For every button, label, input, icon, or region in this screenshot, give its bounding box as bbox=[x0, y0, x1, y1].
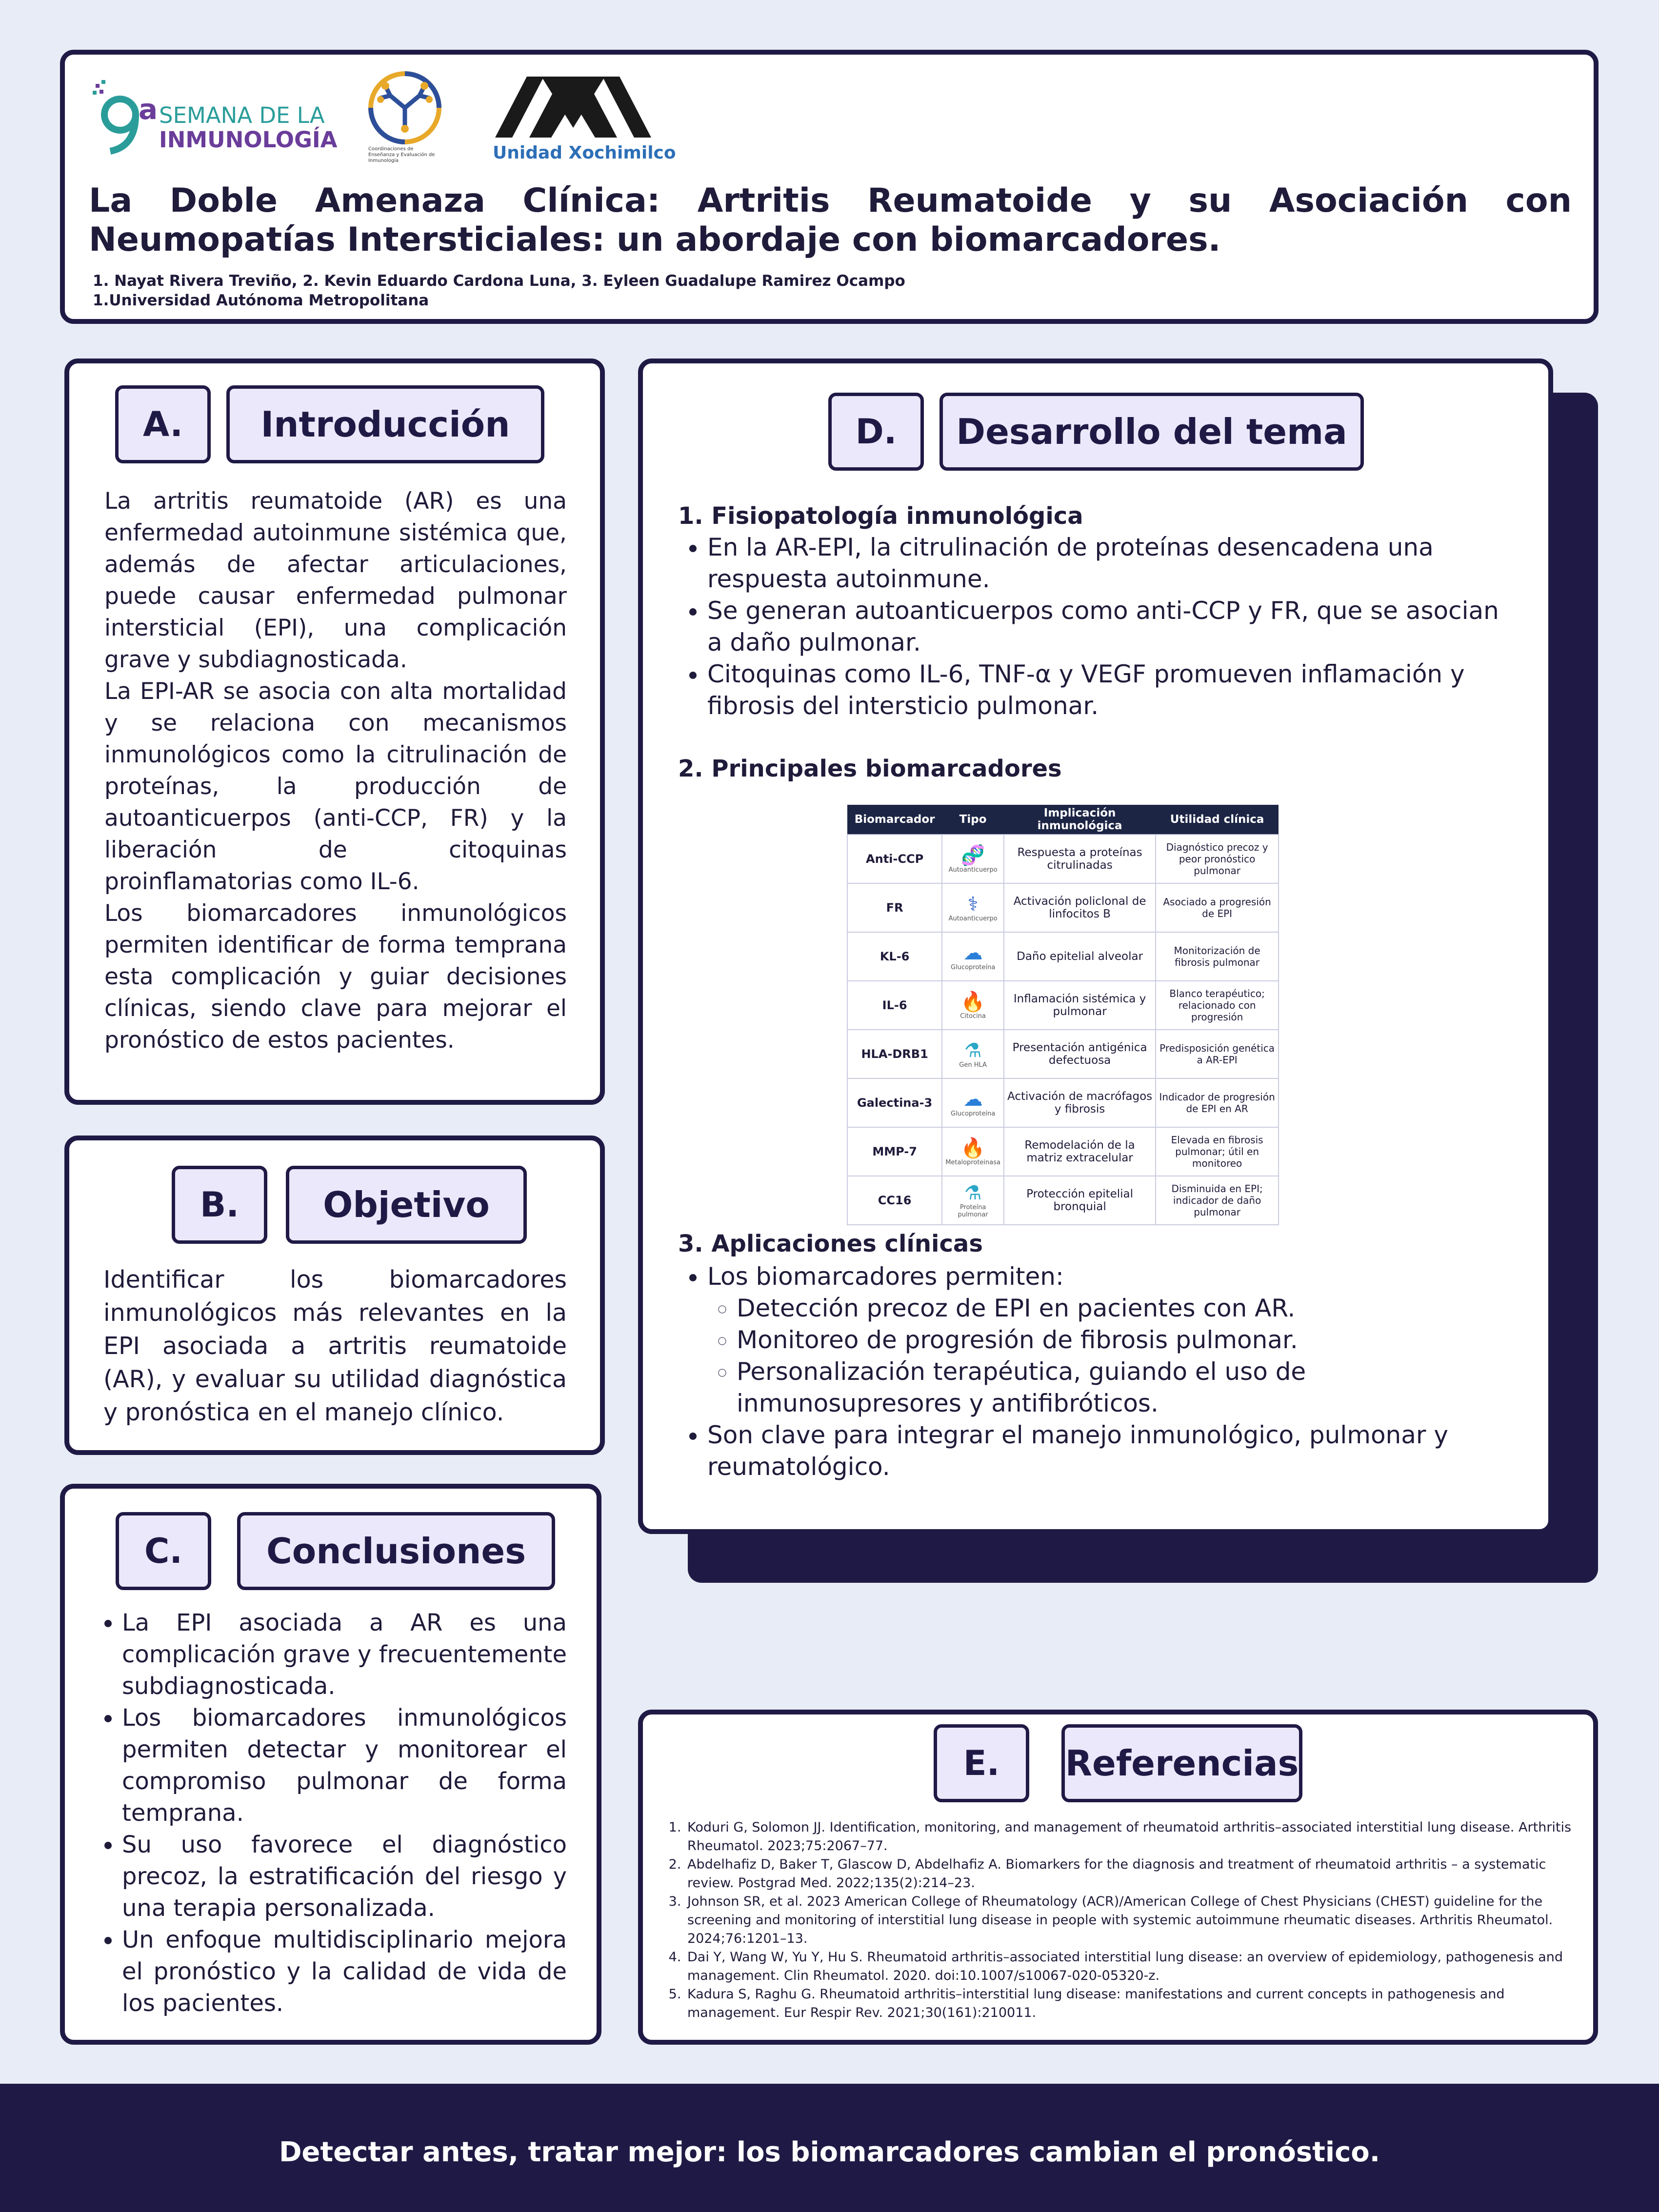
biomarker-utility-cell: Predisposición genética a AR-EPI bbox=[1156, 1030, 1279, 1078]
biomarker-name-cell: CC16 bbox=[847, 1176, 942, 1225]
development-letter-box: D. bbox=[828, 393, 924, 471]
biomarker-type-cell bbox=[942, 1030, 1004, 1078]
poster-title: La Doble Amenaza Clínica: Artritis Reumatoide y su Asociación con Neumopatías Intersticiales: un abordaje con biomarcadores. bbox=[89, 181, 1572, 259]
table-row bbox=[847, 1078, 1279, 1127]
biomarker-type-cell bbox=[942, 932, 1004, 981]
table-header-cell: Biomarcador bbox=[847, 805, 942, 835]
reference-item: 5. Kadura S, Raghu G. Rheumatoid arthritis–interstitial lung disease: manifestations and current concepts in pathogenesis and management. Eur Respir Rev. 2021;30(161):210011. bbox=[685, 1985, 1593, 2022]
cloud-icon: ☁ bbox=[963, 941, 983, 964]
table-row bbox=[847, 1176, 1279, 1225]
biomarker-utility-cell: Blanco terapéutico; relacionado con progresión bbox=[1156, 981, 1279, 1030]
references-title-box: Referencias bbox=[1061, 1724, 1302, 1802]
biomarker-type-label: Glucoproteína bbox=[951, 1110, 996, 1117]
biomarker-name-cell: HLA-DRB1 bbox=[847, 1030, 942, 1078]
section-heading-biomarcadores: 2. Principales biomarcadores bbox=[678, 755, 1062, 782]
biomarker-name-cell: IL-6 bbox=[847, 981, 942, 1030]
biomarker-implication-cell: Inflamación sistémica y pulmonar bbox=[1004, 981, 1156, 1030]
table-row bbox=[847, 981, 1279, 1030]
conclusions-letter-box: C. bbox=[116, 1512, 211, 1590]
dna-icon: 🧬 bbox=[960, 844, 985, 867]
aplicacion-subitem: ◦ Detección precoz de EPI en pacientes con AR. bbox=[737, 1293, 1527, 1324]
biomarker-utility-cell: Diagnóstico precoz y peor pronóstico pulmonar bbox=[1156, 835, 1279, 883]
references-letter-box: E. bbox=[934, 1724, 1029, 1802]
biomarker-utility-cell: Elevada en fibrosis pulmonar; útil en monitoreo bbox=[1156, 1127, 1279, 1176]
biomarker-type-cell bbox=[942, 1127, 1004, 1176]
coordinaciones-logo-icon bbox=[361, 71, 449, 144]
table-header-cell: Utilidad clínica bbox=[1156, 805, 1279, 835]
intro-paragraph: La EPI-AR se asocia con alta mortalidad y se relaciona con mecanismos inmunológicos como la citrulinación de proteínas, la producción de autoanticuerpos (anti-CCP, FR) y la liberación de citoquinas proinflamatorias como IL-6. bbox=[104, 678, 567, 895]
biomarker-utility-cell: Monitorización de fibrosis pulmonar bbox=[1156, 932, 1279, 981]
biomarker-type-cell bbox=[942, 1078, 1004, 1127]
biomarkers-table-header bbox=[847, 805, 1279, 835]
coordinaciones-logo bbox=[361, 71, 449, 163]
semana-logo-sup: a bbox=[139, 93, 158, 126]
aplicaciones-list-block bbox=[678, 1261, 1527, 1483]
biomarker-implication-cell: Activación policlonal de linfocitos B bbox=[1004, 883, 1156, 932]
cloud-icon: ☁ bbox=[963, 1088, 983, 1111]
biomarker-name-cell: Anti-CCP bbox=[847, 835, 942, 883]
conclusion-item: • Un enfoque multidisciplinario mejora el pronóstico y la calidad de vida de los pacientes. bbox=[122, 1924, 567, 2019]
aplicaciones-sublist bbox=[707, 1293, 1527, 1419]
biomarker-implication-cell: Activación de macrófagos y fibrosis bbox=[1004, 1078, 1156, 1127]
biomarker-utility-cell: Indicador de progresión de EPI en AR bbox=[1156, 1078, 1279, 1127]
aplicacion-subitem: ◦ Personalización terapéutica, guiando el uso de inmunosupresores y antifibróticos. bbox=[737, 1356, 1527, 1419]
reference-item: 2. Abdelhafiz D, Baker T, Glascow D, Abdelhafiz A. Biomarkers for the diagnosis and treatment of rheumatoid arthritis – a systematic review. Postgrad Med. 2022;135(2):214–23. bbox=[685, 1855, 1593, 1893]
reference-item: 3. Johnson SR, et al. 2023 American College of Rheumatology (ACR)/American College of Chest Physicians (CHEST) guideline for the screening and monitoring of interstitial lung disease in people with systemic autoimmune rheumatic diseases. Arthritis Rheumatol. 2024;76:1201–13. bbox=[685, 1893, 1593, 1948]
semana-logo-line1: SEMANA DE LA bbox=[159, 102, 325, 128]
reference-item: 1. Koduri G, Solomon JJ. Identification, monitoring, and management of rheumatoid arthritis–associated interstitial lung disease. Arthritis Rheumatol. 2023;75:2067–77. bbox=[685, 1818, 1593, 1855]
biomarker-utility-cell: Asociado a progresión de EPI bbox=[1156, 883, 1279, 932]
flame-icon: 🔥 bbox=[960, 1136, 985, 1159]
biomarker-name-cell: Galectina-3 bbox=[847, 1078, 942, 1127]
intro-paragraph: Los biomarcadores inmunológicos permiten identificar de forma temprana esta complicación y guiar decisiones clínicas, siendo clave para mejorar el pronóstico de estos pacientes. bbox=[104, 900, 567, 1054]
affiliation-line: 1.Universidad Autónoma Metropolitana bbox=[93, 292, 429, 309]
table-row bbox=[847, 1030, 1279, 1078]
biomarker-type-cell bbox=[942, 1176, 1004, 1225]
references-list bbox=[671, 1818, 1593, 2022]
biomarker-type-label: Proteína pulmonar bbox=[958, 1204, 988, 1218]
biomarker-type-label: Autoanticuerpo bbox=[948, 915, 998, 922]
biomarker-type-label: Citocina bbox=[960, 1012, 986, 1020]
table-header-cell: Implicación inmunológica bbox=[1004, 805, 1156, 835]
flask-icon: ⚗ bbox=[964, 1039, 982, 1062]
fisiopatologia-list-block bbox=[678, 532, 1517, 722]
antibody-icon: ⚕ bbox=[967, 893, 979, 916]
authors-line: 1. Nayat Rivera Treviño, 2. Kevin Eduardo Cardona Luna, 3. Eyleen Guadalupe Ramirez Ocampo bbox=[93, 272, 905, 290]
fisiopatologia-list bbox=[678, 532, 1517, 722]
conclusion-item: • Su uso favorece el diagnóstico precoz, la estratificación del riesgo y una terapia personalizada. bbox=[122, 1829, 567, 1924]
flame-icon: 🔥 bbox=[960, 990, 985, 1013]
coordinaciones-logo-caption: Coordinaciones de Enseñanza y Evaluación de Inmunología bbox=[368, 146, 435, 163]
intro-paragraph: La artritis reumatoide (AR) es una enfermedad autoinmune sistémica que, además de afectar articulaciones, puede causar enfermedad pulmonar intersticial (EPI), una complicación grave y subdiagnosticada. bbox=[104, 488, 567, 673]
flask-icon: ⚗ bbox=[964, 1182, 982, 1204]
biomarker-type-cell bbox=[942, 883, 1004, 932]
biomarker-implication-cell: Presentación antigénica defectuosa bbox=[1004, 1030, 1156, 1078]
authors-block bbox=[93, 271, 905, 310]
biomarker-type-label: Metaloproteinasa bbox=[945, 1158, 1000, 1166]
table-row bbox=[847, 883, 1279, 932]
biomarkers-table-body bbox=[847, 835, 1279, 1225]
uam-logo-caption: Unidad Xochimilco bbox=[493, 143, 676, 163]
biomarker-implication-cell: Protección epitelial bronquial bbox=[1004, 1176, 1156, 1225]
fisiopatologia-item: • En la AR-EPI, la citrulinación de proteínas desencadena una respuesta autoinmune. bbox=[707, 532, 1517, 595]
conclusions-title-box: Conclusiones bbox=[237, 1512, 555, 1590]
biomarker-type-label: Glucoproteína bbox=[951, 963, 996, 971]
biomarker-type-label: Gen HLA bbox=[959, 1061, 987, 1069]
list-item: • Son clave para integrar el manejo inmunológico, pulmonar y reumatológico. bbox=[707, 1419, 1527, 1483]
conclusion-item: • Los biomarcadores inmunológicos permiten detectar y monitorear el compromiso pulmonar de forma temprana. bbox=[122, 1702, 567, 1829]
development-title-box: Desarrollo del tema bbox=[939, 393, 1364, 471]
biomarker-type-label: Autoanticuerpo bbox=[948, 866, 998, 874]
uam-logo-icon bbox=[493, 74, 654, 140]
biomarker-implication-cell: Respuesta a proteínas citrulinadas bbox=[1004, 835, 1156, 883]
biomarker-type-cell bbox=[942, 981, 1004, 1030]
reference-item: 4. Dai Y, Wang W, Yu Y, Hu S. Rheumatoid arthritis–associated interstitial lung disease: an overview of epidemiology, pathogenesis and management. Clin Rheumatol. 2020. doi:10.1007/s10067-020-05320-z. bbox=[685, 1948, 1593, 1985]
objective-letter-box: B. bbox=[172, 1166, 267, 1244]
aplicaciones-list bbox=[678, 1261, 1527, 1483]
table-row bbox=[847, 835, 1279, 883]
biomarker-implication-cell: Remodelación de la matriz extracelular bbox=[1004, 1127, 1156, 1176]
uam-logo bbox=[493, 74, 676, 167]
section-heading-aplicaciones: 3. Aplicaciones clínicas bbox=[678, 1230, 983, 1257]
semana-logo-line2: INMUNOLOGÍA bbox=[159, 127, 338, 153]
biomarker-implication-cell: Daño epitelial alveolar bbox=[1004, 932, 1156, 981]
list-item bbox=[707, 1261, 1527, 1419]
footer-text: Detectar antes, tratar mejor: los biomarcadores cambian el pronóstico. bbox=[279, 2136, 1380, 2168]
semana-inmunologia-logo bbox=[91, 78, 338, 161]
biomarker-name-cell: KL-6 bbox=[847, 932, 942, 981]
table-row bbox=[847, 932, 1279, 981]
biomarker-name-cell: FR bbox=[847, 883, 942, 932]
biomarker-name-cell: MMP-7 bbox=[847, 1127, 942, 1176]
biomarker-type-cell bbox=[942, 835, 1004, 883]
conclusions-body bbox=[102, 1607, 567, 2019]
aplicaciones-lead: Los biomarcadores permiten: bbox=[707, 1262, 1064, 1291]
objective-title-box: Objetivo bbox=[286, 1166, 527, 1244]
table-row bbox=[847, 1127, 1279, 1176]
conclusion-item: • La EPI asociada a AR es una complicación grave y frecuentemente subdiagnosticada. bbox=[122, 1607, 567, 1702]
intro-title-box: Introducción bbox=[226, 385, 544, 463]
biomarker-utility-cell: Disminuida en EPI; indicador de daño pulmonar bbox=[1156, 1176, 1279, 1225]
biomarkers-table bbox=[847, 805, 1279, 1225]
fisiopatologia-item: • Se generan autoanticuerpos como anti-CCP y FR, que se asocian a daño pulmonar. bbox=[707, 595, 1517, 658]
objective-body: Identificar los biomarcadores inmunológicos más relevantes en la EPI asociada a artritis reumatoide (AR), y evaluar su utilidad diagnóstica y pronóstica en el manejo clínico. bbox=[103, 1266, 567, 1426]
conclusions-list bbox=[102, 1607, 567, 2019]
aplicacion-subitem: ◦ Monitoreo de progresión de fibrosis pulmonar. bbox=[737, 1324, 1527, 1356]
table-header-cell: Tipo bbox=[942, 805, 1004, 835]
fisiopatologia-item: • Citoquinas como IL-6, TNF-α y VEGF promueven inflamación y fibrosis del intersticio pulmonar. bbox=[707, 658, 1517, 722]
intro-body bbox=[104, 485, 567, 1056]
intro-letter-box: A. bbox=[115, 385, 211, 463]
section-heading-fisiopatologia: 1. Fisiopatología inmunológica bbox=[678, 502, 1083, 530]
